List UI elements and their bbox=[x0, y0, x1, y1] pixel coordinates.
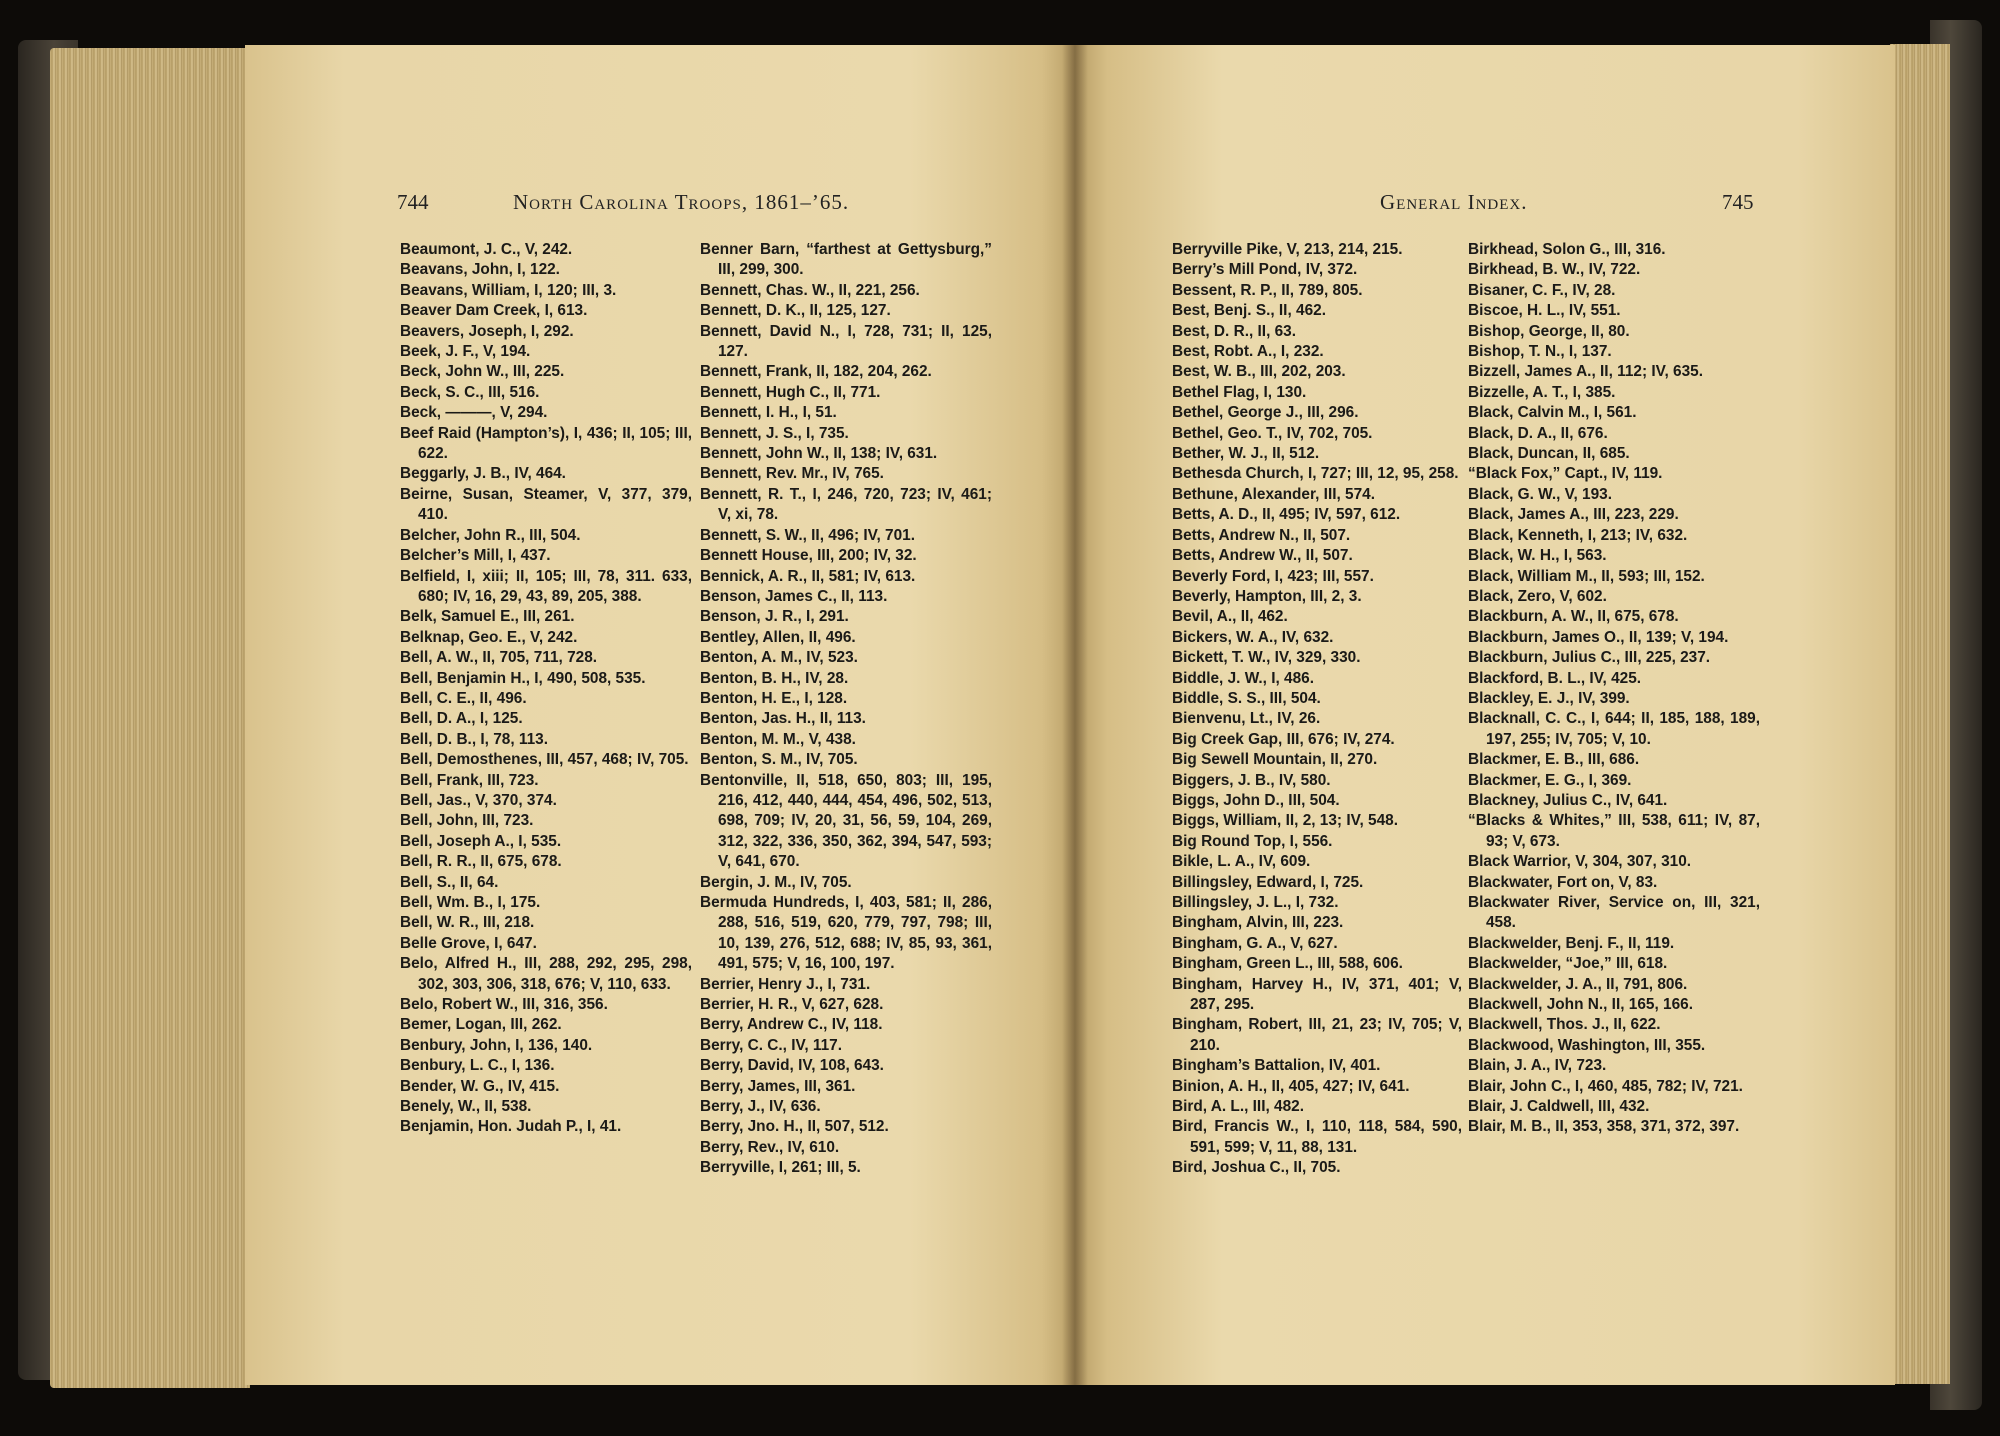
index-entry: Black Warrior, V, 304, 307, 310. bbox=[1468, 853, 1692, 871]
index-entry: Blackburn, Julius C., III, 225, 237. bbox=[1468, 649, 1711, 667]
index-entry: Blackwood, Washington, III, 355. bbox=[1468, 1036, 1706, 1054]
index-entry: Berry, Rev., IV, 610. bbox=[700, 1138, 840, 1156]
index-entry: Blackmer, E. B., III, 686. bbox=[1468, 751, 1640, 769]
index-entry: Big Sewell Mountain, II, 270. bbox=[1172, 751, 1378, 769]
index-entry: Biddle, S. S., III, 504. bbox=[1172, 689, 1321, 707]
index-entry: Bikle, L. A., IV, 609. bbox=[1172, 853, 1311, 871]
index-entry: Bell, Joseph A., I, 535. bbox=[400, 832, 562, 850]
index-entry: Blackwell, John N., II, 165, 166. bbox=[1468, 996, 1693, 1014]
index-entry: Bermuda Hundreds, I, 403, 581; II, 286, 288, 516, 519, 620, 779, 797, 798; III, 10, 139, 276, 512, 688; IV, 85, 93, 361, 491, 575; V, 16, 100, 197. bbox=[700, 894, 992, 973]
book-gutter bbox=[1062, 45, 1088, 1385]
index-entry: Blackwelder, Benj. F., II, 119. bbox=[1468, 934, 1675, 952]
index-entry: Bingham, Robert, III, 21, 23; IV, 705; V, 210. bbox=[1172, 1016, 1462, 1054]
page-edges-left bbox=[50, 48, 250, 1388]
index-entry: Berryville Pike, V, 213, 214, 215. bbox=[1172, 241, 1403, 258]
index-entry: Bell, C. E., II, 496. bbox=[400, 689, 527, 707]
index-entry: Benton, Jas. H., II, 113. bbox=[700, 710, 866, 728]
index-entry: Bennett, Frank, II, 182, 204, 262. bbox=[700, 363, 932, 381]
index-entry: Bergin, J. M., IV, 705. bbox=[700, 873, 852, 891]
index-entry: Bell, Frank, III, 723. bbox=[400, 771, 539, 789]
index-entry: Black, James A., III, 223, 229. bbox=[1468, 506, 1679, 524]
index-entry: Beek, J. F., V, 194. bbox=[400, 343, 531, 361]
index-entry: Black, William M., II, 593; III, 152. bbox=[1468, 567, 1705, 585]
index-entry: Bennett, I. H., I, 51. bbox=[700, 404, 837, 422]
index-entry: Birkhead, B. W., IV, 722. bbox=[1468, 261, 1641, 279]
index-column-4 bbox=[1468, 240, 1760, 1138]
index-entry: Berryville, I, 261; III, 5. bbox=[700, 1159, 861, 1177]
index-entry: Bickett, T. W., IV, 329, 330. bbox=[1172, 649, 1361, 667]
index-entry: Blair, M. B., II, 353, 358, 371, 372, 397. bbox=[1468, 1118, 1740, 1136]
index-entry: Beck, John W., III, 225. bbox=[400, 363, 565, 381]
index-entry: Bethel Flag, I, 130. bbox=[1172, 383, 1307, 401]
index-entry: Beck, ———, V, 294. bbox=[400, 404, 548, 422]
index-entry: Berry’s Mill Pond, IV, 372. bbox=[1172, 261, 1358, 279]
index-entry: Black, Zero, V, 602. bbox=[1468, 587, 1607, 605]
index-entry: Bingham, G. A., V, 627. bbox=[1172, 934, 1338, 952]
index-entry: Bennett, Chas. W., II, 221, 256. bbox=[700, 281, 920, 299]
index-entry: Bennett, D. K., II, 125, 127. bbox=[700, 302, 891, 320]
index-entry: Bennett, John W., II, 138; IV, 631. bbox=[700, 445, 938, 463]
index-entry: Belknap, Geo. E., V, 242. bbox=[400, 628, 578, 646]
index-entry: Bell, Benjamin H., I, 490, 508, 535. bbox=[400, 669, 646, 687]
index-entry: Berry, C. C., IV, 117. bbox=[700, 1036, 843, 1054]
index-entry: Billingsley, Edward, I, 725. bbox=[1172, 873, 1364, 891]
index-entry: Bell, Demosthenes, III, 457, 468; IV, 705. bbox=[400, 751, 689, 769]
index-entry: Bennett, J. S., I, 735. bbox=[700, 424, 849, 442]
index-entry: Berry, James, III, 361. bbox=[700, 1077, 856, 1095]
index-entry: Bird, Francis W., I, 110, 118, 584, 590, 591, 599; V, 11, 88, 131. bbox=[1172, 1118, 1462, 1156]
index-column-2 bbox=[700, 240, 992, 1179]
index-entry: Blackburn, A. W., II, 675, 678. bbox=[1468, 608, 1679, 626]
index-entry: Blackwelder, J. A., II, 791, 806. bbox=[1468, 975, 1688, 993]
index-entry: Blackmer, E. G., I, 369. bbox=[1468, 771, 1632, 789]
right-running-title: General Index. bbox=[1380, 190, 1528, 214]
index-entry: Blackburn, James O., II, 139; V, 194. bbox=[1468, 628, 1729, 646]
index-entry: Benner Barn, “farthest at Gettysburg,” III, 299, 300. bbox=[700, 241, 992, 279]
index-entry: Binion, A. H., II, 405, 427; IV, 641. bbox=[1172, 1077, 1410, 1095]
index-entry: Big Round Top, I, 556. bbox=[1172, 832, 1333, 850]
index-entry: Bemer, Logan, III, 262. bbox=[400, 1016, 562, 1034]
index-entry: Bird, A. L., III, 482. bbox=[1172, 1098, 1304, 1116]
index-entry: Berry, Jno. H., II, 507, 512. bbox=[700, 1118, 889, 1136]
right-page-number: 745 bbox=[1722, 190, 1754, 214]
index-entry: Bickers, W. A., IV, 632. bbox=[1172, 628, 1334, 646]
index-entry: Bell, A. W., II, 705, 711, 728. bbox=[400, 649, 598, 667]
index-entry: Blackwelder, “Joe,” III, 618. bbox=[1468, 955, 1668, 973]
index-entry: Belk, Samuel E., III, 261. bbox=[400, 608, 575, 626]
index-entry: Black, Duncan, II, 685. bbox=[1468, 445, 1630, 463]
index-entry: Bienvenu, Lt., IV, 26. bbox=[1172, 710, 1321, 728]
index-entry: Black, Calvin M., I, 561. bbox=[1468, 404, 1637, 422]
index-entry: Belfield, I, xiii; II, 105; III, 78, 311. 633, 680; IV, 16, 29, 43, 89, 205, 388. bbox=[400, 567, 692, 605]
index-entry: Betts, Andrew N., II, 507. bbox=[1172, 526, 1351, 544]
index-entry: “Black Fox,” Capt., IV, 119. bbox=[1468, 465, 1663, 483]
index-entry: Bell, D. B., I, 78, 113. bbox=[400, 730, 548, 748]
index-entry: Bingham, Harvey H., IV, 371, 401; V, 287, 295. bbox=[1172, 975, 1462, 1014]
index-column-1 bbox=[400, 240, 692, 1138]
index-entry: Bethel, George J., III, 296. bbox=[1172, 404, 1359, 422]
index-entry: Belcher, John R., III, 504. bbox=[400, 526, 581, 544]
index-entry: Beggarly, J. B., IV, 464. bbox=[400, 465, 566, 483]
index-entry: Benton, M. M., V, 438. bbox=[700, 730, 856, 748]
left-running-title: North Carolina Troops, 1861–’65. bbox=[513, 190, 850, 214]
index-entry: Biscoe, H. L., IV, 551. bbox=[1468, 302, 1621, 320]
index-entry: Bell, W. R., III, 218. bbox=[400, 914, 535, 932]
index-entry: Black, W. H., I, 563. bbox=[1468, 547, 1607, 565]
index-entry: Benson, James C., II, 113. bbox=[700, 587, 888, 605]
index-entry: Beef Raid (Hampton’s), I, 436; II, 105; III, 622. bbox=[400, 424, 692, 463]
index-entry: Belcher’s Mill, I, 437. bbox=[400, 547, 551, 565]
index-entry: Bell, John, III, 723. bbox=[400, 812, 534, 830]
index-entry: Bell, R. R., II, 675, 678. bbox=[400, 853, 562, 871]
index-entry: Bizzelle, A. T., I, 385. bbox=[1468, 383, 1616, 401]
index-entry: Bingham, Alvin, III, 223. bbox=[1172, 914, 1344, 932]
index-entry: Bennett, David N., I, 728, 731; II, 125, 127. bbox=[700, 322, 992, 361]
index-entry: Big Creek Gap, III, 676; IV, 274. bbox=[1172, 730, 1395, 748]
index-entry: Benton, S. M., IV, 705. bbox=[700, 751, 858, 769]
index-entry: Belle Grove, I, 647. bbox=[400, 934, 537, 952]
left-page-number: 744 bbox=[397, 190, 429, 214]
index-entry: Bessent, R. P., II, 789, 805. bbox=[1172, 281, 1363, 299]
index-entry: Bingham, Green L., III, 588, 606. bbox=[1172, 955, 1403, 973]
index-entry: Bethel, Geo. T., IV, 702, 705. bbox=[1172, 424, 1373, 442]
index-entry: Benjamin, Hon. Judah P., I, 41. bbox=[400, 1118, 622, 1136]
page-edges-right bbox=[1890, 44, 1950, 1384]
index-entry: Beirne, Susan, Steamer, V, 377, 379, 410. bbox=[400, 485, 692, 524]
index-entry: Bishop, George, II, 80. bbox=[1468, 322, 1630, 340]
index-entry: Biggers, J. B., IV, 580. bbox=[1172, 771, 1331, 789]
index-entry: Benton, A. M., IV, 523. bbox=[700, 649, 858, 667]
index-entry: Beavers, Joseph, I, 292. bbox=[400, 322, 574, 340]
index-entry: Bizzell, James A., II, 112; IV, 635. bbox=[1468, 363, 1703, 381]
index-entry: Betts, Andrew W., II, 507. bbox=[1172, 547, 1353, 565]
index-entry: Bisaner, C. F., IV, 28. bbox=[1468, 281, 1616, 299]
index-entry: Bell, Wm. B., I, 175. bbox=[400, 894, 541, 911]
index-entry: Bell, D. A., I, 125. bbox=[400, 710, 523, 728]
index-entry: Bennett, Hugh C., II, 771. bbox=[700, 383, 881, 401]
index-entry: Bird, Joshua C., II, 705. bbox=[1172, 1159, 1341, 1177]
index-entry: Benton, H. E., I, 128. bbox=[700, 689, 848, 707]
index-entry: Benson, J. R., I, 291. bbox=[700, 608, 849, 626]
index-entry: Blair, J. Caldwell, III, 432. bbox=[1468, 1098, 1650, 1116]
index-entry: Beverly Ford, I, 423; III, 557. bbox=[1172, 567, 1374, 585]
index-entry: Blackley, E. J., IV, 399. bbox=[1468, 689, 1630, 707]
index-entry: Beaumont, J. C., V, 242. bbox=[400, 241, 573, 258]
index-entry: Bingham’s Battalion, IV, 401. bbox=[1172, 1057, 1381, 1075]
index-entry: Bennett House, III, 200; IV, 32. bbox=[700, 547, 917, 565]
index-entry: Black, G. W., V, 193. bbox=[1468, 485, 1613, 503]
index-entry: Best, Benj. S., II, 462. bbox=[1172, 302, 1326, 320]
index-entry: Best, Robt. A., I, 232. bbox=[1172, 343, 1324, 361]
index-entry: Bentley, Allen, II, 496. bbox=[700, 628, 856, 646]
index-entry: Berry, J., IV, 636. bbox=[700, 1098, 821, 1116]
index-entry: Bennett, R. T., I, 246, 720, 723; IV, 461; V, xi, 78. bbox=[700, 485, 992, 524]
index-entry: Bell, Jas., V, 370, 374. bbox=[400, 791, 557, 809]
index-entry: Bentonville, II, 518, 650, 803; III, 195, 216, 412, 440, 444, 454, 496, 502, 513, 698, 709; IV, 20, 31, 56, 59, 104, 269, 312, 322, 336, 350, 362, 394, 547, 593; V, 641, 670. bbox=[700, 771, 992, 871]
index-entry: Bennick, A. R., II, 581; IV, 613. bbox=[700, 567, 916, 585]
index-entry: Benbury, L. C., I, 136. bbox=[400, 1057, 555, 1075]
index-entry: Belo, Alfred H., III, 288, 292, 295, 298, 302, 303, 306, 318, 676; V, 110, 633. bbox=[400, 955, 692, 993]
index-entry: Blair, John C., I, 460, 485, 782; IV, 721. bbox=[1468, 1077, 1743, 1095]
index-entry: Blacknall, C. C., I, 644; II, 185, 188, 189, 197, 255; IV, 705; V, 10. bbox=[1468, 710, 1760, 748]
index-entry: Bethune, Alexander, III, 574. bbox=[1172, 485, 1376, 503]
index-entry: Blackwater River, Service on, III, 321, 458. bbox=[1468, 894, 1760, 932]
index-entry: Bell, S., II, 64. bbox=[400, 873, 499, 891]
index-entry: Billingsley, J. L., I, 732. bbox=[1172, 894, 1339, 911]
index-entry: Bennett, S. W., II, 496; IV, 701. bbox=[700, 526, 915, 544]
index-entry: Blackwell, Thos. J., II, 622. bbox=[1468, 1016, 1661, 1034]
index-entry: Belo, Robert W., III, 316, 356. bbox=[400, 996, 608, 1014]
index-entry: Bennett, Rev. Mr., IV, 765. bbox=[700, 465, 884, 483]
index-entry: Benton, B. H., IV, 28. bbox=[700, 669, 849, 687]
index-entry: Bether, W. J., II, 512. bbox=[1172, 445, 1320, 463]
index-entry: Blackford, B. L., IV, 425. bbox=[1468, 669, 1642, 687]
index-entry: “Blacks & Whites,” III, 538, 611; IV, 87, 93; V, 673. bbox=[1468, 812, 1760, 850]
index-entry: Biddle, J. W., I, 486. bbox=[1172, 669, 1314, 687]
index-entry: Beavans, John, I, 122. bbox=[400, 261, 560, 279]
index-entry: Beverly, Hampton, III, 2, 3. bbox=[1172, 587, 1362, 605]
index-entry: Biggs, William, II, 2, 13; IV, 548. bbox=[1172, 812, 1398, 830]
index-entry: Benely, W., II, 538. bbox=[400, 1098, 532, 1116]
index-entry: Birkhead, Solon G., III, 316. bbox=[1468, 241, 1666, 258]
index-entry: Bishop, T. N., I, 137. bbox=[1468, 343, 1612, 361]
index-entry: Berrier, Henry J., I, 731. bbox=[700, 975, 871, 993]
index-entry: Best, W. B., III, 202, 203. bbox=[1172, 363, 1346, 381]
index-entry: Berry, David, IV, 108, 643. bbox=[700, 1057, 884, 1075]
index-entry: Beck, S. C., III, 516. bbox=[400, 383, 540, 401]
index-entry: Blackney, Julius C., IV, 641. bbox=[1468, 791, 1668, 809]
index-entry: Best, D. R., II, 63. bbox=[1172, 322, 1297, 340]
index-column-3 bbox=[1172, 240, 1462, 1179]
index-entry: Betts, A. D., II, 495; IV, 597, 612. bbox=[1172, 506, 1401, 524]
index-entry: Bevil, A., II, 462. bbox=[1172, 608, 1288, 626]
index-entry: Black, D. A., II, 676. bbox=[1468, 424, 1608, 442]
index-entry: Berrier, H. R., V, 627, 628. bbox=[700, 996, 884, 1014]
index-entry: Black, Kenneth, I, 213; IV, 632. bbox=[1468, 526, 1688, 544]
index-entry: Blain, J. A., IV, 723. bbox=[1468, 1057, 1607, 1075]
index-entry: Beaver Dam Creek, I, 613. bbox=[400, 302, 588, 320]
index-entry: Beavans, William, I, 120; III, 3. bbox=[400, 281, 617, 299]
index-entry: Benbury, John, I, 136, 140. bbox=[400, 1036, 593, 1054]
index-entry: Biggs, John D., III, 504. bbox=[1172, 791, 1340, 809]
index-entry: Berry, Andrew C., IV, 118. bbox=[700, 1016, 883, 1034]
index-entry: Bender, W. G., IV, 415. bbox=[400, 1077, 560, 1095]
index-entry: Blackwater, Fort on, V, 83. bbox=[1468, 873, 1658, 891]
index-entry: Bethesda Church, I, 727; III, 12, 95, 258. bbox=[1172, 465, 1459, 483]
